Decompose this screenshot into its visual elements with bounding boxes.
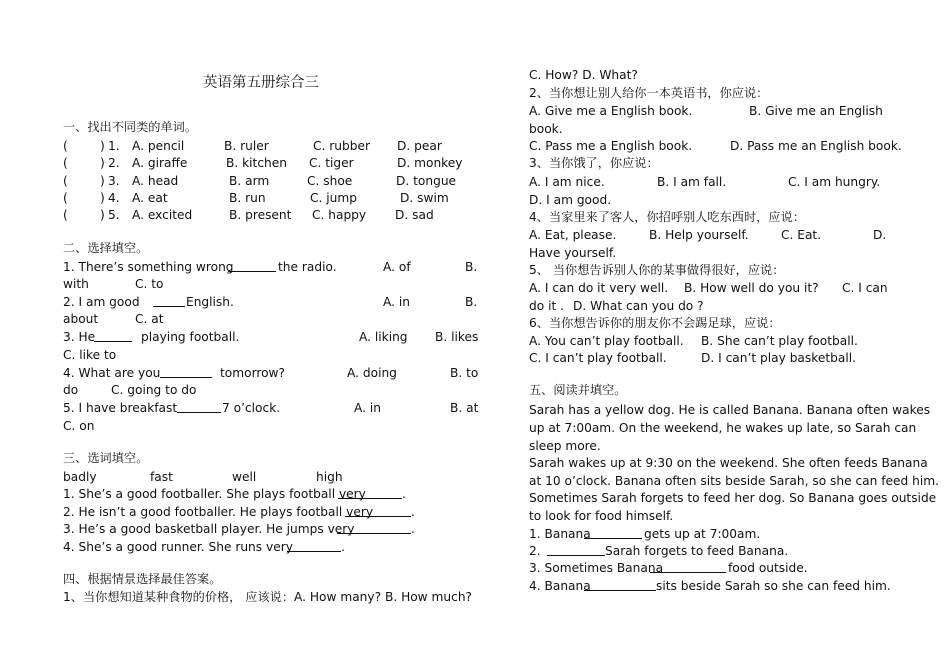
question-number: 5. — [108, 208, 120, 222]
question-text: playing football. — [141, 330, 240, 344]
passage-line: Sarah has a yellow dog. He is called Banana. Banana often wakes — [529, 403, 931, 417]
s4-question-1-text: 1、当你想知道某种食物的价格， 应该说：A. How many? B. How much? — [63, 590, 473, 604]
answer-blank[interactable] — [287, 540, 341, 552]
option-b: B. run — [229, 191, 266, 205]
question-number: 4. — [108, 191, 120, 205]
s4-question-4-text: 4、当家里来了客人，你招呼别人吃东西时，应说： — [529, 210, 805, 224]
answer-blank[interactable] — [94, 330, 132, 342]
question-text: Sarah forgets to feed Banana. — [605, 544, 789, 558]
option-d: D. I can’t play basketball. — [701, 351, 857, 365]
option-a: A. I am nice. — [529, 175, 605, 189]
answer-blank[interactable] — [338, 487, 402, 499]
option-a: A. You can’t play football. — [529, 334, 684, 348]
section-5-heading: 五、阅读并填空。 — [529, 383, 627, 397]
option-a: A. eat — [132, 191, 168, 205]
question-number: 1. — [108, 139, 120, 153]
option-a: A. Give me a English book. — [529, 104, 693, 118]
question-text: English. — [186, 295, 234, 309]
option-d: D. What can you do ? — [573, 299, 704, 313]
s4-question-1-options: C. How? D. What? — [529, 68, 638, 82]
answer-paren: ( — [63, 208, 68, 222]
option-c: C. shoe — [307, 174, 353, 188]
passage-line: up at 7:00am. On the weekend, he wakes up late, so Sarah can — [529, 421, 917, 435]
option-b-cont: do — [63, 383, 79, 397]
question-text: 2. — [529, 544, 541, 558]
option-a: A. I can do it very well. — [529, 281, 669, 295]
answer-blank[interactable] — [650, 561, 726, 573]
option-d: D. tongue — [396, 174, 457, 188]
word-bank-item: high — [316, 470, 343, 484]
s4-question-2-text: 2、当你想让别人给你一本英语书，你应说： — [529, 86, 769, 100]
option-b: B. How well do you it? — [684, 281, 819, 295]
option-c: C. I am hungry. — [788, 175, 881, 189]
option-a: A. pencil — [132, 139, 185, 153]
option-b: B. at — [450, 401, 479, 415]
option-a: A. head — [132, 174, 179, 188]
section-4-heading: 四、根据情景选择最佳答案。 — [63, 572, 222, 586]
option-b: B. ruler — [224, 139, 269, 153]
answer-blank[interactable] — [337, 522, 411, 534]
question-text: 2. I am good — [63, 295, 140, 309]
question-text: 5. I have breakfast — [63, 401, 178, 415]
option-c: C. going to do — [111, 383, 197, 397]
option-a: A. liking — [359, 330, 408, 344]
option-b: B. likes — [435, 330, 479, 344]
question-text: 3. He’s a good basketball player. He jumps very — [63, 522, 355, 536]
option-c: C. like to — [63, 348, 117, 362]
question-number: ) — [100, 156, 105, 170]
option-d: D. pear — [397, 139, 442, 153]
option-b: B. arm — [229, 174, 270, 188]
s4-question-6-text: 6、当你想告诉你的朋友你不会踢足球，应说： — [529, 316, 781, 330]
question-text: 7 o’clock. — [222, 401, 281, 415]
question-number: ) — [100, 191, 105, 205]
option-c-cont: do it . — [529, 299, 564, 313]
answer-paren: ( — [63, 174, 68, 188]
s4-question-3-text: 3、当你饿了，你应说： — [529, 156, 659, 170]
option-a: A. giraffe — [132, 156, 188, 170]
option-b-cont: about — [63, 312, 99, 326]
option-b: B. — [465, 295, 478, 309]
option-b-cont: book. — [529, 122, 563, 136]
option-c: C. Pass me a English book. — [529, 139, 693, 153]
question-text: gets up at 7:00am. — [644, 527, 761, 541]
question-text: the radio. — [278, 260, 337, 274]
option-c: C. happy — [312, 208, 367, 222]
option-a: A. of — [383, 260, 411, 274]
passage-line: Sometimes Sarah forgets to feed her dog. So Banana goes outside — [529, 491, 937, 505]
answer-paren: ( — [63, 139, 68, 153]
question-text: tomorrow? — [220, 366, 285, 380]
answer-blank[interactable] — [153, 295, 185, 307]
option-c: C. I can — [842, 281, 888, 295]
passage-line: sleep more. — [529, 439, 601, 453]
section-2-heading: 二、选择填空。 — [63, 241, 149, 255]
word-bank-item: badly — [63, 470, 97, 484]
question-text: 4. Banana — [529, 579, 591, 593]
question-text: 1. There’s something wrong — [63, 260, 234, 274]
answer-paren: ( — [63, 191, 68, 205]
question-text: sits beside Sarah so she can feed him. — [656, 579, 891, 593]
question-text: food outside. — [728, 561, 808, 575]
question-number: 3. — [108, 174, 120, 188]
question-text: 1. She’s a good footballer. She plays football very — [63, 487, 366, 501]
question-text: 4. What are you — [63, 366, 161, 380]
option-c: C. at — [135, 312, 164, 326]
passage-line: to look for food himself. — [529, 509, 674, 523]
option-c: C. I can’t play football. — [529, 351, 667, 365]
question-number: ) — [100, 208, 105, 222]
answer-blank[interactable] — [547, 544, 605, 556]
option-c: C. jump — [310, 191, 357, 205]
option-a: A. doing — [347, 366, 397, 380]
answer-blank[interactable] — [345, 505, 411, 517]
question-text: . — [411, 505, 415, 519]
answer-blank[interactable] — [584, 527, 642, 539]
passage-line: Sarah wakes up at 9:30 on the weekend. She often feeds Banana — [529, 456, 928, 470]
option-d: D. Pass me an English book. — [730, 139, 902, 153]
option-d: D. I am good. — [529, 193, 612, 207]
passage-line: at 10 o’clock. Banana often sits beside Sarah, so she can feed him. — [529, 474, 940, 488]
answer-blank[interactable] — [160, 366, 212, 378]
option-b: B. kitchen — [226, 156, 287, 170]
question-text: 2. He isn’t a good footballer. He plays football very — [63, 505, 374, 519]
option-a: A. Eat, please. — [529, 228, 617, 242]
option-d: D. swim — [400, 191, 449, 205]
question-text: . — [402, 487, 406, 501]
question-text: 4. She’s a good runner. She runs very — [63, 540, 293, 554]
option-b: B. She can’t play football. — [701, 334, 858, 348]
option-b: B. — [465, 260, 478, 274]
option-a: A. in — [354, 401, 381, 415]
question-text: . — [411, 522, 415, 536]
answer-blank[interactable] — [584, 579, 656, 591]
answer-paren: ( — [63, 156, 68, 170]
question-text: . — [341, 540, 345, 554]
option-a: A. excited — [132, 208, 193, 222]
option-c: C. on — [63, 419, 95, 433]
option-b-cont: with — [63, 277, 89, 291]
question-number: ) — [100, 139, 105, 153]
option-c: C. Eat. — [781, 228, 822, 242]
word-bank-item: well — [232, 470, 257, 484]
option-c: C. tiger — [309, 156, 354, 170]
answer-blank[interactable] — [228, 260, 276, 272]
question-text: 3. He — [63, 330, 96, 344]
option-c: C. rubber — [313, 139, 370, 153]
option-d: D. — [873, 228, 887, 242]
question-text: 1. Banana — [529, 527, 591, 541]
option-b: B. I am fall. — [657, 175, 727, 189]
option-b: B. to — [450, 366, 479, 380]
option-b: B. Help yourself. — [649, 228, 749, 242]
word-bank-item: fast — [150, 470, 173, 484]
option-d-cont: Have yourself. — [529, 246, 617, 260]
answer-blank[interactable] — [177, 401, 221, 413]
option-c: C. to — [135, 277, 164, 291]
section-1-heading: 一、找出不同类的单词。 — [63, 120, 198, 134]
s4-question-5-text: 5、 当你想告诉别人你的某事做得很好，应说： — [529, 263, 785, 277]
option-a: A. in — [383, 295, 410, 309]
option-d: D. monkey — [397, 156, 463, 170]
option-b: B. Give me an English — [749, 104, 883, 118]
section-3-heading: 三、选词填空。 — [63, 451, 149, 465]
question-number: ) — [100, 174, 105, 188]
question-number: 2. — [108, 156, 120, 170]
option-d: D. sad — [395, 208, 434, 222]
question-text: 3. Sometimes Banana — [529, 561, 664, 575]
option-b: B. present — [229, 208, 292, 222]
page-title: 英语第五册综合三 — [203, 75, 319, 91]
